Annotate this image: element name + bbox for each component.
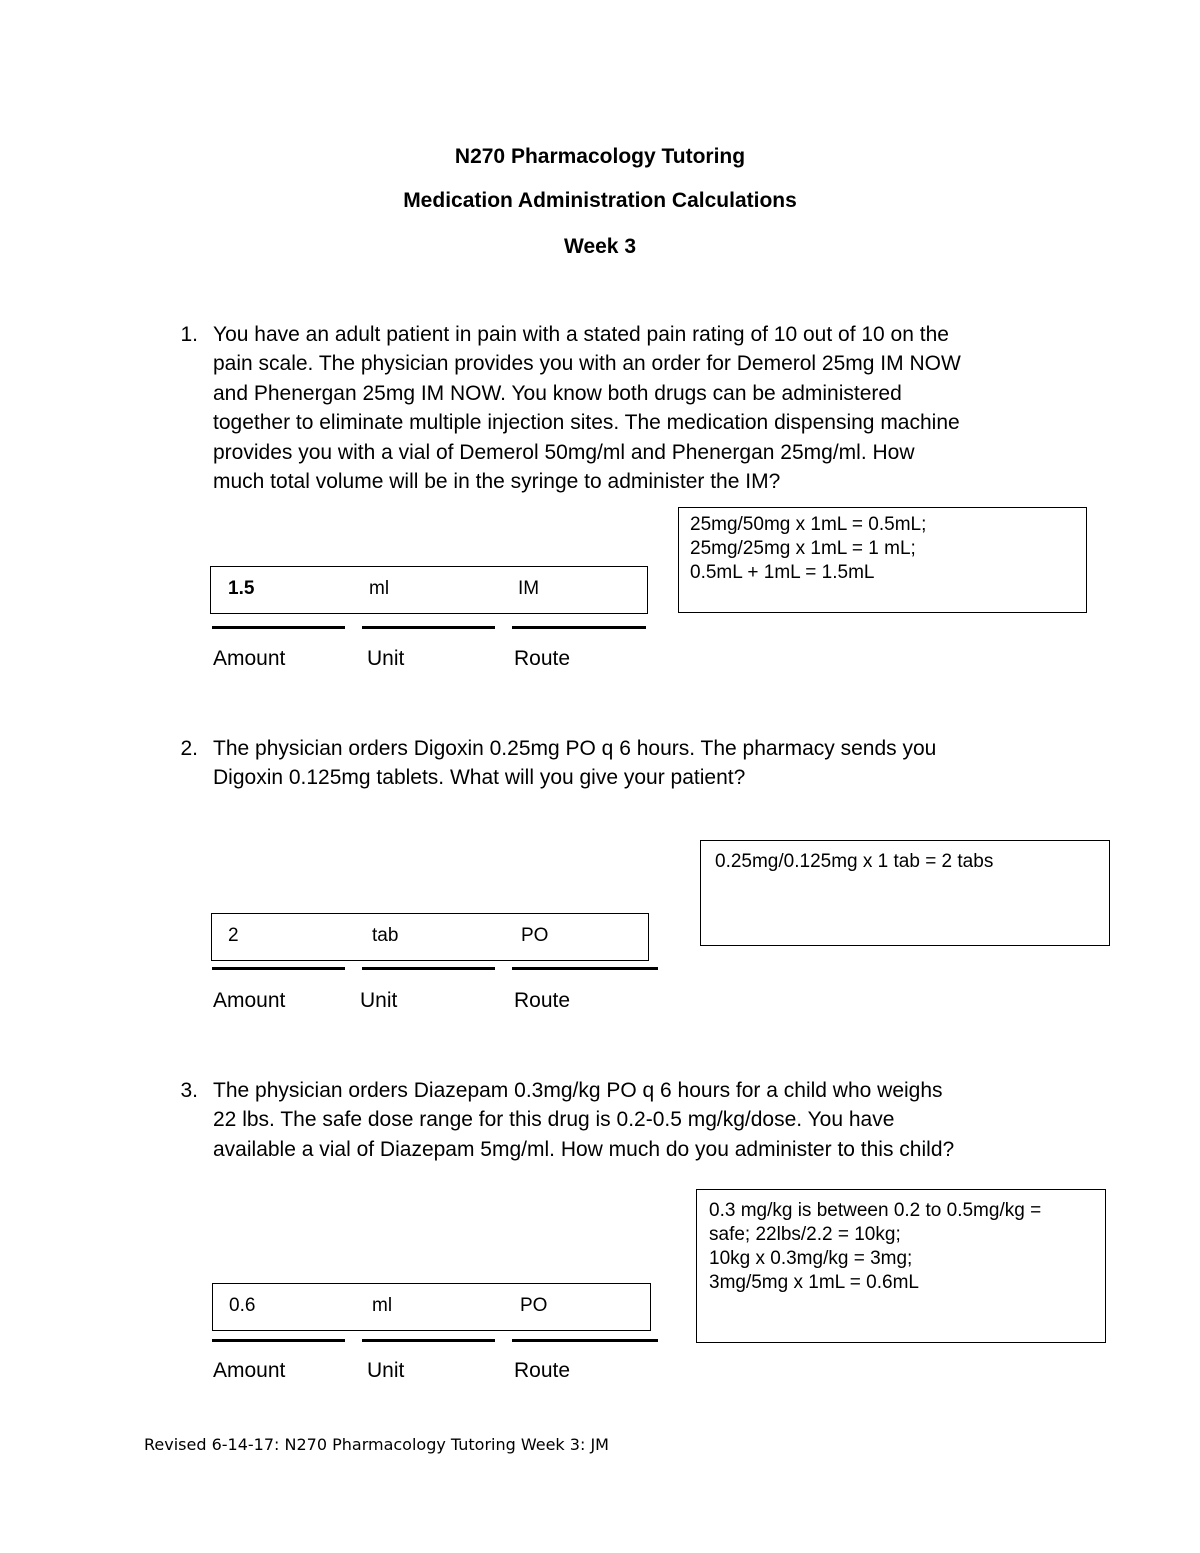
calculation-line: safe; 22lbs/2.2 = 10kg; [709,1224,901,1245]
answer-unit: ml [369,578,390,599]
question-line: 22 lbs. The safe dose range for this drug is 0.2-0.5 mg/kg/dose. You have [213,1108,895,1132]
answer-unit: ml [372,1295,393,1316]
revision-footer: Revised 6-14-17: N270 Pharmacology Tutoring Week 3: JM [144,1435,609,1454]
calculation-line: 25mg/50mg x 1mL = 0.5mL; [690,514,927,535]
answer-amount: 1.5 [228,578,255,599]
route-label: Route [514,647,571,670]
route-label: Route [514,1359,571,1382]
route-underline [512,1339,658,1342]
calculation-line: 10kg x 0.3mg/kg = 3mg; [709,1248,913,1269]
question-line: The physician orders Digoxin 0.25mg PO q 6 hours. The pharmacy sends you [213,737,937,760]
answer-box [210,566,648,614]
question-line: provides you with a vial of Demerol 50mg/ml and Phenergan 25mg/ml. How [213,440,915,464]
amount-underline [212,967,345,970]
route-label: Route [514,989,571,1012]
route-underline [512,626,646,629]
question-number: 1. [180,323,198,346]
answer-box [212,1283,651,1331]
calculation-line: 0.5mL + 1mL = 1.5mL [690,562,875,583]
question-line: Digoxin 0.125mg tablets. What will you give your patient? [213,766,746,790]
week-label: Week 3 [564,235,636,258]
question-text [213,734,1093,793]
question-text [213,1076,1093,1164]
unit-label: Unit [367,1359,405,1382]
calculation-line: 0.3 mg/kg is between 0.2 to 0.5mg/kg = [709,1200,1042,1221]
calculation-line: 0.25mg/0.125mg x 1 tab = 2 tabs [715,851,994,872]
calculation-box [700,840,1110,946]
question-number: 2. [180,737,198,760]
question-line: available a vial of Diazepam 5mg/ml. How much do you administer to this child? [213,1137,955,1161]
calculation-line: 25mg/25mg x 1mL = 1 mL; [690,538,916,559]
amount-underline [212,626,345,629]
answer-unit: tab [372,925,399,946]
unit-underline [362,967,495,970]
calculation-line: 3mg/5mg x 1mL = 0.6mL [709,1272,919,1293]
question-line: You have an adult patient in pain with a stated pain rating of 10 out of 10 on the [213,323,949,346]
answer-box [211,913,649,961]
answer-route: PO [521,925,549,946]
amount-label: Amount [213,647,286,670]
amount-underline [212,1339,345,1342]
question-line: much total volume will be in the syringe to administer the IM? [213,470,781,494]
question-text [213,320,1093,496]
amount-label: Amount [213,989,286,1012]
question-line: The physician orders Diazepam 0.3mg/kg PO q 6 hours for a child who weighs [213,1079,943,1102]
answer-route: IM [518,578,540,599]
answer-amount: 2 [228,925,239,946]
question-line: together to eliminate multiple injection sites. The medication dispensing machine [213,411,960,435]
unit-label: Unit [367,647,405,670]
unit-label: Unit [360,989,398,1012]
page-title: N270 Pharmacology Tutoring [454,145,746,168]
question-line: and Phenergan 25mg IM NOW. You know both drugs can be administered [213,381,902,405]
route-underline [512,967,658,970]
question-number: 3. [180,1079,198,1102]
question-line: pain scale. The physician provides you with an order for Demerol 25mg IM NOW [213,352,961,376]
unit-underline [362,1339,495,1342]
calculation-box [696,1189,1106,1343]
amount-label: Amount [213,1359,286,1382]
calculation-box [678,507,1087,613]
answer-route: PO [520,1295,548,1316]
page-subtitle: Medication Administration Calculations [403,189,797,212]
unit-underline [362,626,495,629]
answer-amount: 0.6 [229,1295,256,1316]
